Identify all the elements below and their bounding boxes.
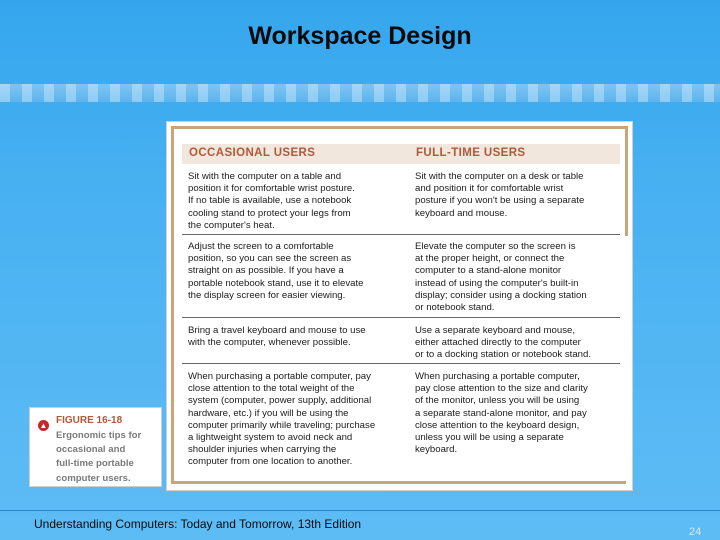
decorative-stripe bbox=[0, 84, 720, 102]
cell-line: portable notebook stand, use it to elevate bbox=[188, 277, 364, 289]
cell-line: Bring a travel keyboard and mouse to use bbox=[188, 325, 366, 336]
cell-line: Sit with the computer on a desk or table bbox=[415, 171, 584, 182]
cell-line: computer from one location to another. bbox=[188, 456, 353, 468]
table-header bbox=[182, 144, 620, 164]
cell-line: cooling stand to protect your legs from bbox=[188, 207, 351, 219]
cell-line: or notebook stand. bbox=[415, 302, 495, 314]
slide-page-number: 24 bbox=[689, 526, 702, 538]
cell-line: a lightweight system to avoid neck and bbox=[188, 432, 353, 444]
cell-line: keyboard and mouse. bbox=[415, 207, 508, 219]
footer-book-title: Understanding Computers: Today and Tomorrow, 13th Edition bbox=[34, 517, 362, 531]
slide-title: Workspace Design bbox=[248, 22, 472, 50]
footer-divider bbox=[0, 510, 720, 511]
cell-line: When purchasing a portable computer, pay bbox=[188, 371, 371, 382]
caption-line: full-time portable bbox=[56, 458, 134, 470]
row-divider bbox=[182, 363, 620, 364]
cell-line: instead of using the computer's built-in bbox=[415, 277, 579, 289]
cell-line: a separate stand-alone monitor, and pay bbox=[415, 407, 587, 419]
cell-line: shoulder injuries when carrying the bbox=[188, 444, 337, 456]
cell-line: Adjust the screen to a comfortable bbox=[188, 241, 334, 252]
cell-line: posture if you won't be using a separate bbox=[415, 195, 585, 207]
cell-line: either attached directly to the computer bbox=[415, 337, 581, 349]
cell-line: the display screen for easier viewing. bbox=[188, 289, 346, 301]
figure-number: FIGURE 16-18 bbox=[56, 415, 123, 426]
column-header-fulltime: FULL-TIME USERS bbox=[416, 147, 526, 159]
cell-line: Elevate the computer so the screen is bbox=[415, 241, 576, 252]
cell-line: and position it for comfortable wrist bbox=[415, 183, 564, 195]
ergonomic-tips-figure bbox=[166, 121, 633, 491]
cell-line: Use a separate keyboard and mouse, bbox=[415, 325, 575, 336]
figure-frame-bottom bbox=[171, 481, 626, 484]
cell-line: display; consider using a docking station bbox=[415, 289, 587, 301]
cell-line: at the proper height, or connect the bbox=[415, 253, 565, 265]
cell-line: system (computer, power supply, additional bbox=[188, 395, 372, 407]
cell-line: pay close attention to the size and clarity bbox=[415, 383, 588, 395]
cell-line: position, so you can see the screen as bbox=[188, 253, 352, 265]
cell-line: close attention to the total weight of the bbox=[188, 383, 355, 395]
figure-caption bbox=[29, 407, 162, 487]
table-row-2-occasional bbox=[188, 241, 403, 302]
cell-line: position it for comfortable wrist posture. bbox=[188, 183, 355, 195]
cell-line: of the monitor, unless you will be using bbox=[415, 395, 580, 407]
table-row-1-fulltime bbox=[415, 171, 625, 220]
cell-line: computer to a stand-alone monitor bbox=[415, 265, 562, 277]
figure-frame-right bbox=[625, 126, 628, 236]
figure-frame-left bbox=[171, 126, 174, 482]
table-row-1-occasional bbox=[188, 171, 403, 232]
cell-line: When purchasing a portable computer, bbox=[415, 371, 580, 382]
caption-line: Ergonomic tips for bbox=[56, 430, 142, 441]
caption-line: occasional and bbox=[56, 444, 126, 456]
cell-line: straight on as possible. If you have a bbox=[188, 265, 344, 277]
cell-line: with the computer, whenever possible. bbox=[188, 337, 351, 349]
cell-line: close attention to the keyboard design, bbox=[415, 419, 580, 431]
cell-line: keyboard. bbox=[415, 444, 458, 456]
figure-marker-icon: ▲ bbox=[39, 421, 48, 430]
figure-caption-text bbox=[56, 429, 156, 486]
table-row-4-occasional bbox=[188, 371, 403, 469]
table-row-2-fulltime bbox=[415, 241, 625, 314]
row-divider bbox=[182, 234, 620, 235]
table-row-4-fulltime bbox=[415, 371, 625, 456]
row-divider bbox=[182, 317, 620, 318]
cell-line: computer primarily while traveling; purchase bbox=[188, 419, 376, 431]
table-row-3-occasional bbox=[188, 325, 403, 349]
cell-line: unless you will be using a separate bbox=[415, 432, 564, 444]
cell-line: If no table is available, use a notebook bbox=[188, 195, 352, 207]
figure-frame-top bbox=[171, 126, 628, 129]
caption-line: computer users. bbox=[56, 472, 131, 484]
cell-line: hardware, etc.) if you will be using the bbox=[188, 407, 349, 419]
cell-line: Sit with the computer on a table and bbox=[188, 171, 342, 182]
cell-line: the computer's heat. bbox=[188, 219, 275, 231]
column-header-occasional: OCCASIONAL USERS bbox=[189, 147, 316, 159]
table-row-3-fulltime bbox=[415, 325, 625, 362]
cell-line: or to a docking station or notebook stand. bbox=[415, 349, 591, 361]
